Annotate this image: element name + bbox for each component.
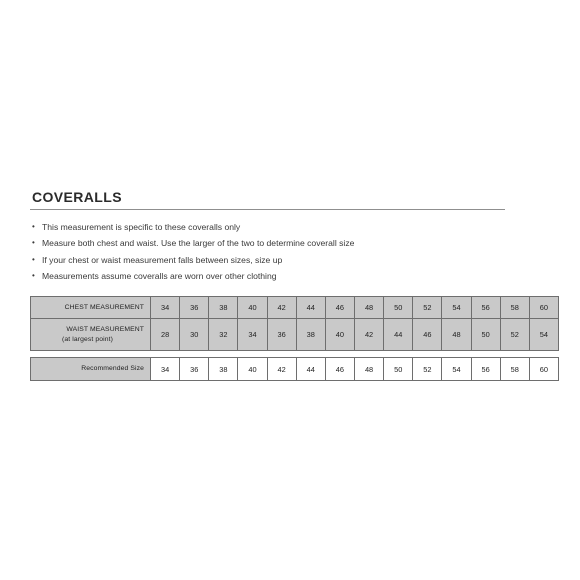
table-cell: 40: [325, 319, 354, 351]
bullet-icon: •: [32, 222, 35, 231]
table-cell: 60: [529, 358, 558, 381]
table-cell: 38: [209, 297, 238, 319]
row-header: Recommended Size: [31, 358, 151, 381]
table-cell: 34: [151, 297, 180, 319]
notes-list: [30, 219, 560, 284]
table-cell: 58: [500, 297, 529, 319]
table-cell: 46: [325, 358, 354, 381]
table-cell: 34: [238, 319, 267, 351]
table-cell: 50: [384, 297, 413, 319]
waist-sublabel: (at largest point): [62, 335, 113, 343]
table-cell: 38: [209, 358, 238, 381]
bullet-icon: •: [32, 270, 35, 280]
chest-row: [31, 297, 559, 319]
table-cell: 50: [384, 358, 413, 381]
row-header: CHEST MEASUREMENT: [31, 297, 151, 319]
table-cell: 30: [180, 319, 209, 351]
bullet-icon: •: [32, 254, 35, 264]
table-cell: 46: [413, 319, 442, 351]
spacer-cell: [31, 351, 559, 358]
page-title: COVERALLS: [32, 189, 122, 205]
table-cell: 42: [267, 297, 296, 319]
note-text: Measurements assume coveralls are worn over other clothing: [42, 270, 277, 281]
table-cell: 54: [529, 319, 558, 351]
table-cell: 38: [296, 319, 325, 351]
size-chart-table: [30, 296, 559, 381]
list-item: [30, 219, 560, 235]
table-cell: 36: [267, 319, 296, 351]
table-cell: 40: [238, 297, 267, 319]
table-cell: 54: [442, 297, 471, 319]
list-item: [30, 252, 560, 268]
table-cell: 58: [500, 358, 529, 381]
table-cell: 44: [296, 358, 325, 381]
list-item: [30, 235, 560, 251]
table-cell: 44: [384, 319, 413, 351]
row-header: [31, 319, 151, 351]
table-cell: 42: [354, 319, 383, 351]
table-cell: 56: [471, 297, 500, 319]
table-cell: 48: [442, 319, 471, 351]
title-divider: [30, 209, 505, 210]
row-spacer: [31, 351, 559, 358]
table-cell: 52: [413, 297, 442, 319]
table-cell: 40: [238, 358, 267, 381]
table-cell: 52: [500, 319, 529, 351]
recommended-row: [31, 358, 559, 381]
table-cell: 60: [529, 297, 558, 319]
table-cell: 48: [354, 358, 383, 381]
table-cell: 44: [296, 297, 325, 319]
note-text: This measurement is specific to these coveralls only: [42, 222, 241, 232]
table-cell: 46: [325, 297, 354, 319]
table-cell: 34: [151, 358, 180, 381]
table-cell: 36: [180, 297, 209, 319]
table-cell: 52: [413, 358, 442, 381]
table-cell: 54: [442, 358, 471, 381]
note-text: If your chest or waist measurement falls between sizes, size up: [42, 254, 283, 265]
note-text: Measure both chest and waist. Use the larger of the two to determine coverall size: [42, 238, 355, 249]
bullet-icon: •: [32, 238, 35, 248]
table-cell: 42: [267, 358, 296, 381]
table-cell: 32: [209, 319, 238, 351]
table-cell: 56: [471, 358, 500, 381]
table-cell: 36: [180, 358, 209, 381]
size-guide: [30, 188, 560, 381]
waist-row: [31, 319, 559, 351]
waist-label: WAIST MEASUREMENT: [66, 325, 144, 333]
table-cell: 50: [471, 319, 500, 351]
list-item: [30, 268, 560, 284]
table-cell: 48: [354, 297, 383, 319]
table-cell: 28: [151, 319, 180, 351]
